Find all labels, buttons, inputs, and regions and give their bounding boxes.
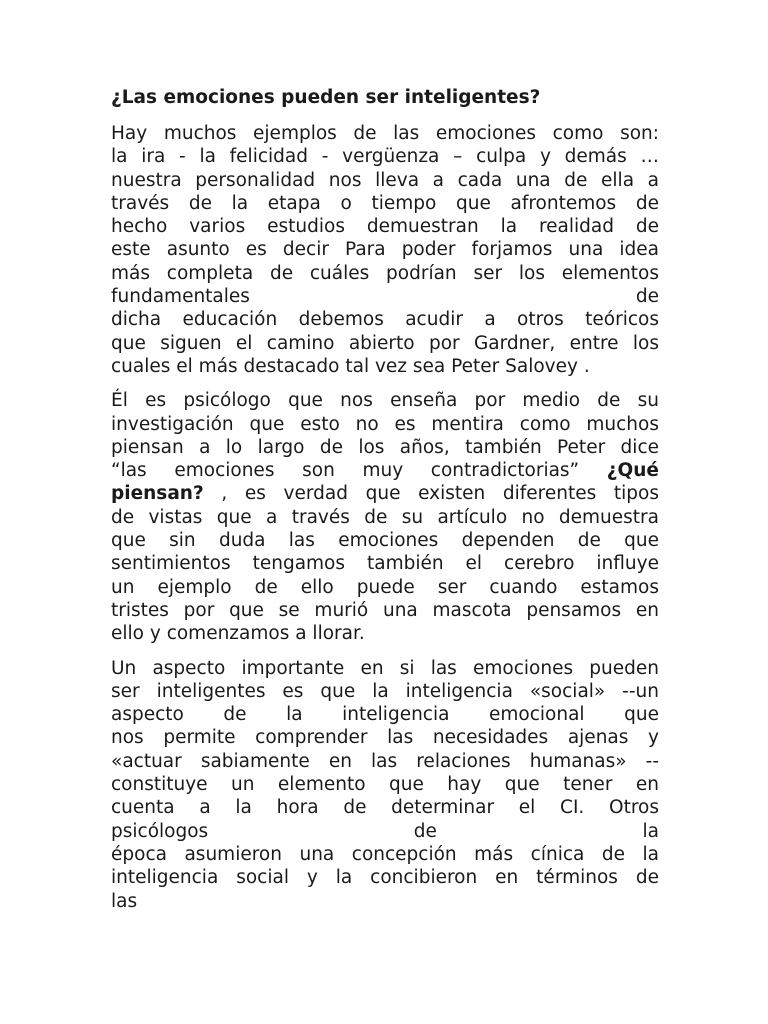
paragraph-3 [111,657,659,913]
paragraph-line-mixed [111,482,659,505]
quote-text: “las emociones son muy contradictorias” [111,460,580,482]
document-title: ¿Las emociones pueden ser inteligentes? [111,87,541,108]
paragraph-line: Él es psicólogo que nos enseña por medio de su [111,390,659,412]
paragraph-line: inteligencia social y la concibieron en términos de [111,867,659,889]
paragraph-line: tristes por que se murió una mascota pensamos en [111,599,659,621]
paragraph-line: investigación que esto no es mentira como muchos [111,413,659,435]
paragraph-line: la ira - la felicidad - vergüenza – culpa y demás … [111,146,659,168]
paragraph-line: un ejemplo de ello puede ser cuando estamos [111,576,659,598]
line-text: , es verdad que existen diferentes tipos [203,483,659,505]
paragraph-line: más completa de cuáles podrían ser los elementos [111,262,659,284]
bold-question: ¿Qué [606,460,659,482]
paragraph-line: ser inteligentes es que la inteligencia «social» --un [111,680,659,702]
paragraph-line: psicólogos de la [111,820,659,842]
paragraph-line: época asumieron una concepción más cínica de la [111,843,659,865]
paragraph-line: dicha educación debemos acudir a otros teóricos [111,309,659,331]
paragraph-line: ello y comenzamos a llorar. [111,623,365,645]
paragraph-line: fundamentales de [111,286,659,308]
paragraph-line: aspecto de la inteligencia emocional que [111,704,659,726]
paragraph-line: «actuar sabiamente en las relaciones humanas» -- [111,750,659,772]
paragraph-line-mixed [111,459,659,482]
paragraph-2 [111,389,659,645]
paragraph-line: Un aspecto importante en si las emociones pueden [111,657,659,679]
paragraph-line: las [111,890,138,912]
paragraph-line: que sin duda las emociones dependen de que [111,530,659,552]
paragraph-line: que siguen el camino abierto por Gardner, entre los [111,332,659,354]
bold-question: piensan? [111,483,204,505]
paragraph-line: través de la etapa o tiempo que afrontemos de [111,192,659,214]
paragraph-line: hecho varios estudios demuestran la realidad de [111,216,659,238]
paragraph-line: constituye un elemento que hay que tener en [111,774,659,796]
paragraph-line: este asunto es decir Para poder forjamos una idea [111,239,659,261]
paragraph-line: de vistas que a través de su artículo no demuestra [111,506,659,528]
paragraph-line: cuenta a la hora de determinar el CI. Otros [111,797,659,819]
paragraph-line: Hay muchos ejemplos de las emociones como son: [111,123,659,144]
paragraph-line: nos permite comprender las necesidades ajenas y [111,727,659,749]
paragraph-line: sentimientos tengamos también el cerebro influye [111,553,659,575]
paragraph-line: piensan a lo largo de los años, también Peter dice [111,436,659,458]
paragraph-line: cuales el más destacado tal vez sea Peter Salovey . [111,355,590,377]
document-page [111,84,659,913]
paragraph-line: nuestra personalidad nos lleva a cada una de ella a [111,169,659,191]
paragraph-1 [111,122,659,378]
